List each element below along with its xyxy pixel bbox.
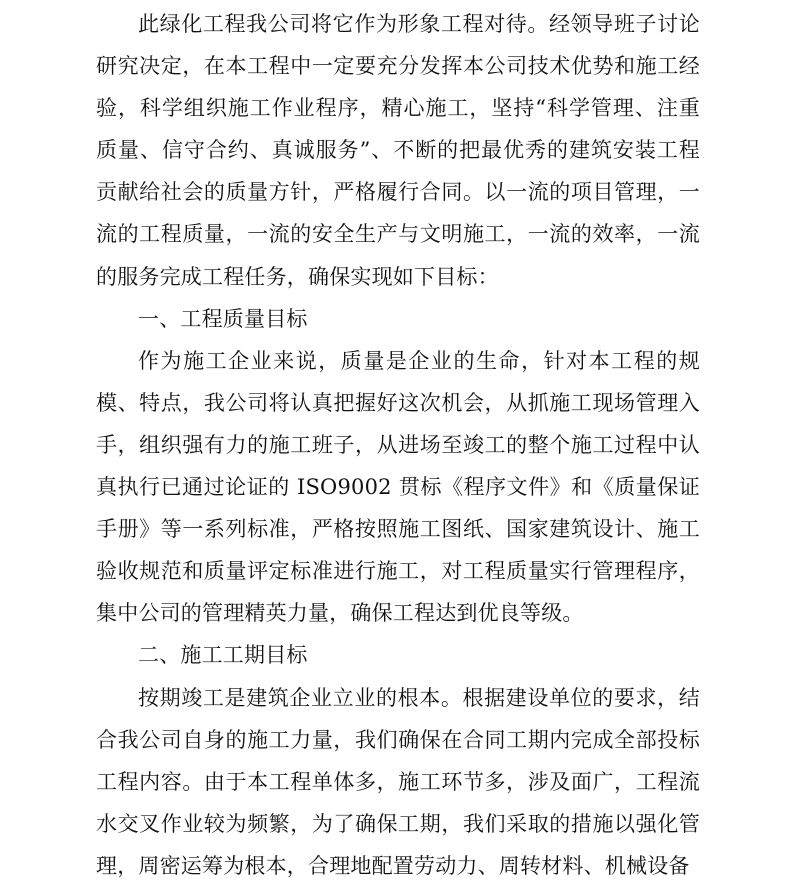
quality-goal-paragraph: 作为施工企业来说，质量是企业的生命，针对本工程的规模、特点，我公司将认真把握好这次机会，从抓施工现场管理入手，组织强有力的施工班子，从进场至竣工的整个施工过程中认真执行已通过论证的 ISO9002 贯标《程序文件》和《质量保证手册》等一系列标准，严格按照施工图纸、国家建筑设计、施工验收规范和质量评定标准进行施工，对工程质量实行管理程序，集中公司的管理精英力量，确保工程达到优良等级。 xyxy=(96,348,700,626)
schedule-goal-paragraph: 按期竣工是建筑企业立业的根本。根据建设单位的要求，结合我公司自身的施工力量，我们确保在合同工期内完成全部投标工程内容。由于本工程单体多，施工环节多，涉及面广，工程流水交叉作业较为频繁，为了确保工期，我们采取的措施以强化管理，周密运筹为根本，合理地配置劳动力、周转材料、机械设备 xyxy=(96,685,700,878)
section-heading-quality-goal: 一、工程质量目标 xyxy=(138,306,308,331)
document-body xyxy=(96,3,700,887)
section-heading-schedule-goal: 二、施工工期目标 xyxy=(138,643,308,668)
intro-paragraph: 此绿化工程我公司将它作为形象工程对待。经领导班子讨论研究决定，在本工程中一定要充分发挥本公司技术优势和施工经验，科学组织施工作业程序，精心施工，坚持“科学管理、注重质量、信守合约、真诚服务”、不断的把最优秀的建筑安装工程贡献给社会的质量方针，严格履行合同。以一流的项目管理，一流的工程质量，一流的安全生产与文明施工，一流的效率，一流的服务完成工程任务，确保实现如下目标： xyxy=(96,12,700,289)
